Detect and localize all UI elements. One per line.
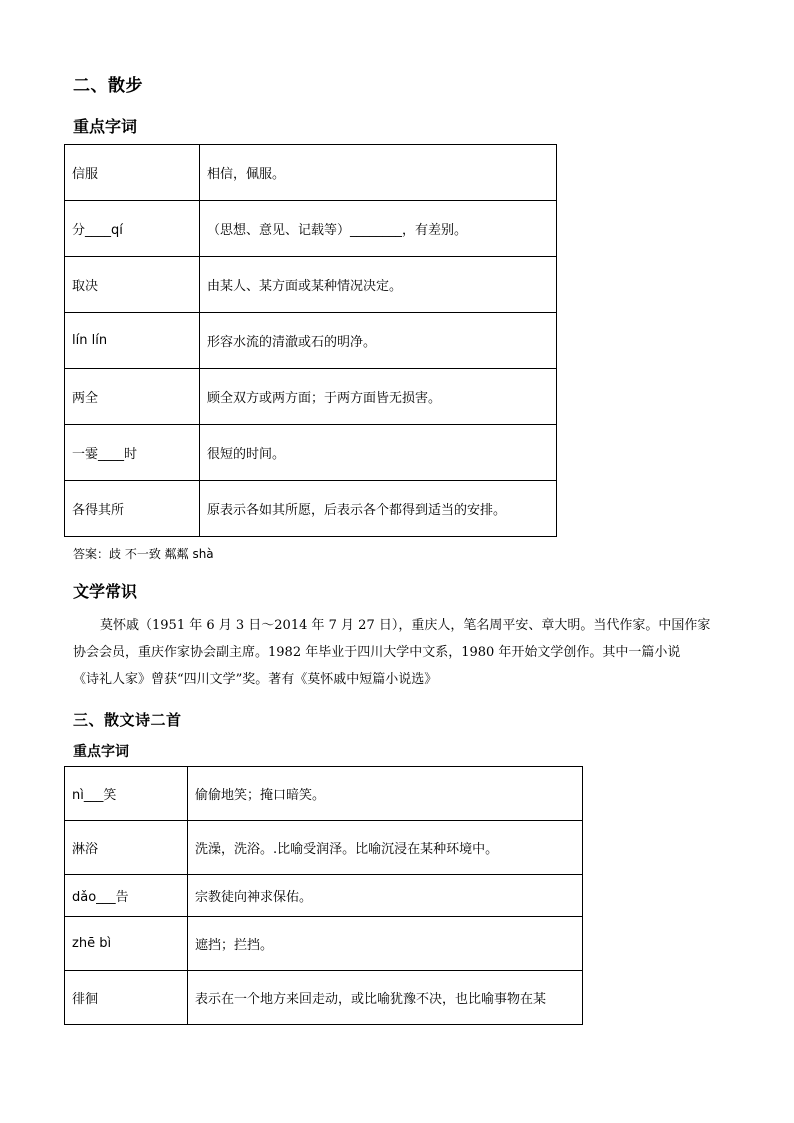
vocab-table-prose-poems <box>64 766 583 1025</box>
vocab-definition: 洗澡，洗浴。.比喻受润泽。比喻沉浸在某种环境中。 <box>188 821 583 875</box>
table-row <box>65 821 583 875</box>
table-row <box>65 313 557 369</box>
vocab-definition: 偷偷地笑；掩口暗笑。 <box>188 767 583 821</box>
table-row <box>65 917 583 971</box>
table-row <box>65 875 583 917</box>
table-row <box>65 425 557 481</box>
vocab-term: 一霎____时 <box>65 425 200 481</box>
vocab-definition: （思想、意见、记载等）________，有差别。 <box>200 201 557 257</box>
vocab-definition: 顾全双方或两方面；于两方面皆无损害。 <box>200 369 557 425</box>
vocab-definition: 遮挡；拦挡。 <box>188 917 583 971</box>
vocab-term: 徘徊 <box>65 971 188 1025</box>
vocab-definition: 由某人、某方面或某种情况决定。 <box>200 257 557 313</box>
section-title-prose-poems: 三、散文诗二首 <box>73 711 182 729</box>
section-title-sanbu: 二、散步 <box>73 76 143 96</box>
table-row <box>65 145 557 201</box>
vocab-definition: 宗教徒向神求保佑。 <box>188 875 583 917</box>
literature-paragraph <box>73 612 733 693</box>
vocab-definition: 相信，佩服。 <box>200 145 557 201</box>
vocab-term: 分____qí <box>65 201 200 257</box>
table-row <box>65 971 583 1025</box>
vocab-term: 各得其所 <box>65 481 200 537</box>
vocab-term: dǎo___告 <box>65 875 188 917</box>
vocab-heading: 重点字词 <box>73 117 138 136</box>
table-row <box>65 257 557 313</box>
literature-heading: 文学常识 <box>73 582 138 601</box>
vocab-term: 信服 <box>65 145 200 201</box>
paragraph-line: 协会会员，重庆作家协会副主席。1982 年毕业于四川大学中文系，1980 年开始文学创作。其中一篇小说 <box>73 645 681 660</box>
vocab-term: zhē bì <box>65 917 188 971</box>
vocab-term: lín lín <box>65 313 200 369</box>
paragraph-line: 莫怀戚（1951 年 6 月 3 日～2014 年 7 月 27 日），重庆人，笔名周平安、章大明。当代作家。中国作家 <box>100 618 711 633</box>
table-row <box>65 767 583 821</box>
vocab-definition: 表示在一个地方来回走动，或比喻犹豫不决，也比喻事物在某 <box>188 971 583 1025</box>
table-row <box>65 201 557 257</box>
table-row <box>65 369 557 425</box>
vocab-term: 两全 <box>65 369 200 425</box>
vocab-term: nì___笑 <box>65 767 188 821</box>
vocab-definition: 很短的时间。 <box>200 425 557 481</box>
paragraph-line: 《诗礼人家》曾获“四川文学”奖。著有《莫怀戚中短篇小说选》 <box>73 672 438 687</box>
vocab-definition: 形容水流的清澈或石的明净。 <box>200 313 557 369</box>
vocab-table-sanbu <box>64 144 557 537</box>
vocab-term: 淋浴 <box>65 821 188 875</box>
answer-line: 答案：歧 不一致 粼粼 shà <box>73 547 214 561</box>
vocab-heading: 重点字词 <box>73 744 129 760</box>
vocab-definition: 原表示各如其所愿，后表示各个都得到适当的安排。 <box>200 481 557 537</box>
table-row <box>65 481 557 537</box>
vocab-term: 取决 <box>65 257 200 313</box>
